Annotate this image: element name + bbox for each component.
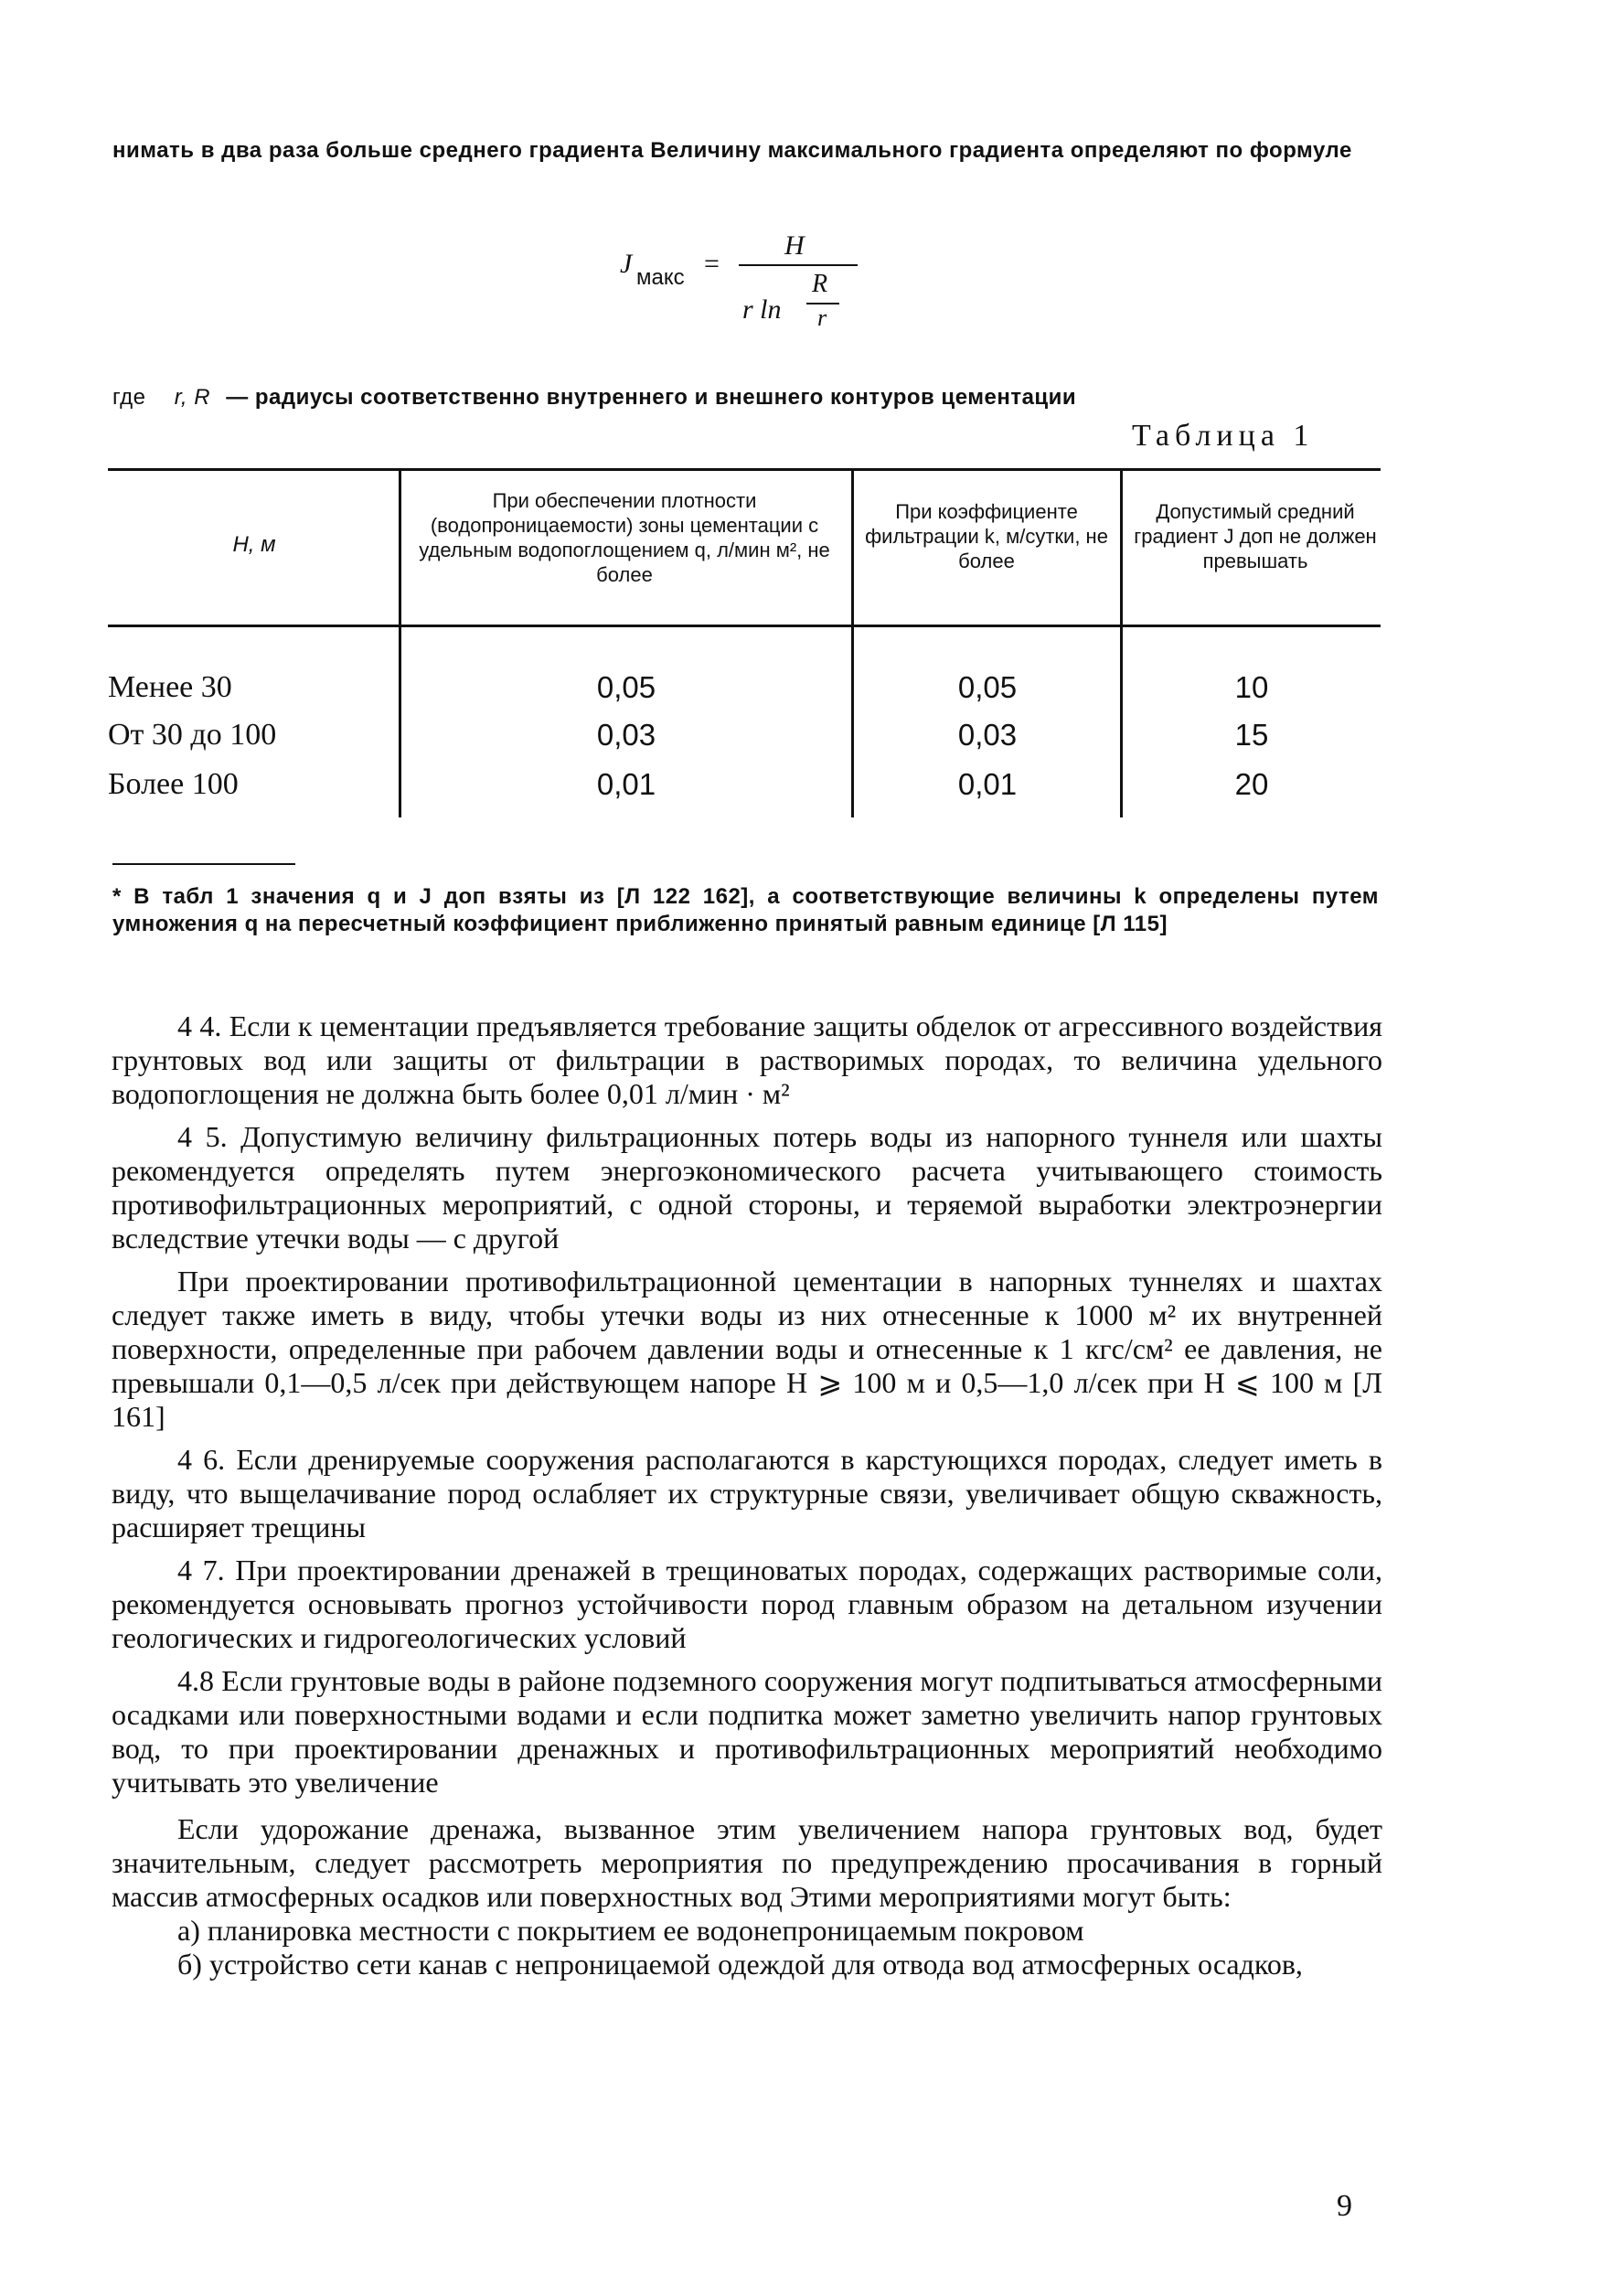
formula-main-bar <box>739 264 858 266</box>
cell-j: 20 <box>1234 767 1269 801</box>
where-label: где <box>112 385 146 410</box>
body-text <box>112 1009 1382 1981</box>
paragraph-4-5: 4 5. Допустимую величину фильтрационных потерь воды из напорного туннеля или шахты рекомендуется определять путем энергоэкономического расчета учитывающего стоимость противофильтрационных мероприятий, с одной стороны, и теряемой выработки электроэнергии вследствие утечки воды — с другой <box>112 1120 1382 1255</box>
intro-text: нимать в два раза больше среднего градиента Величину максимального градиента определяют по формуле <box>112 138 1352 163</box>
cell-k: 0,01 <box>957 767 1018 801</box>
formula-den-frac-num: R <box>812 270 828 298</box>
formula-lhs-sub: макс <box>636 265 685 290</box>
where-vars: r, R <box>174 385 211 410</box>
footnote: * В табл 1 значения q и J доп взяты из [Л 122 162], а соответствующие величины k определены путем умножения q на пересчетный коэффициент приближенно принятый равным единице [Л 115] <box>112 884 1379 936</box>
cell-h: Более 100 <box>108 767 239 801</box>
paragraph-4-8: 4.8 Если грунтовые воды в районе подземного сооружения могут подпитываться атмосферными осадками или поверхностными водами и если подпитка может заметно увеличить напор грунтовых вод, то при проектировании дренажных и противофильтрационных мероприятий необходимо учитывать это увеличение <box>112 1664 1382 1799</box>
cell-q: 0,05 <box>596 670 656 704</box>
page-number: 9 <box>1337 2189 1352 2223</box>
table-header-rule <box>108 625 1381 627</box>
cell-j: 15 <box>1234 718 1269 752</box>
where-text: — радиусы соответственно внутреннего и внешнего контуров цементации <box>226 385 1077 410</box>
formula-lhs: J <box>620 249 633 279</box>
table-header-q: При обеспечении плотности (водопроницаемости) зоны цементации с удельным водопоглощением q, л/мин м², не более <box>419 489 830 586</box>
cell-k: 0,03 <box>957 718 1018 752</box>
table-vline-1 <box>399 470 401 817</box>
table-header-j: Допустимый средний градиент J доп не должен превышать <box>1134 500 1377 572</box>
cell-h: От 30 до 100 <box>108 718 277 752</box>
paragraph-4-4: 4 4. Если к цементации предъявляется требование защиты обделок от агрессивного воздействия грунтовых вод или защиты от фильтрации в растворимых породах, то величина удельного водопоглощения не должна быть более 0,01 л/мин · м² <box>112 1009 1382 1110</box>
table-header-h: H, м <box>232 532 276 557</box>
list-item-a: а) планировка местности с покрытием ее водонепроницаемым покровом <box>177 1914 1084 1947</box>
formula-eq: = <box>704 249 720 279</box>
paragraph-4-5-cont: При проектировании противофильтрационной цементации в напорных туннелях и шахтах следует также иметь в виду, чтобы утечки воды из них отнесенные к 1000 м² их внутренней поверхности, определенные при рабочем давлении воды и отнесенные к 1 кгс/см² ее давления, не превышали 0,1—0,5 л/сек при действующем напоре H ⩾ 100 м и 0,5—1,0 л/сек при H ⩽ 100 м [Л 161] <box>112 1265 1382 1433</box>
table-header-k: При коэффициенте фильтрации k, м/сутки, не более <box>865 500 1108 572</box>
paragraph-4-7: 4 7. При проектировании дренажей в трещиноватых породах, содержащих растворимые соли, рекомендуется основывать прогноз устойчивости пород главным образом на детальном изучении геологических и гидрогеологических условий <box>112 1554 1382 1654</box>
formula-den-prefix: r ln <box>742 294 782 325</box>
cell-q: 0,03 <box>596 718 656 752</box>
footnote-rule <box>112 863 295 865</box>
formula-den-frac-den: r <box>817 304 827 331</box>
paragraph-4-8-cont: Если удорожание дренажа, вызванное этим увеличением напора грунтовых вод, будет значительным, следует рассмотреть мероприятия по предупреждению просачивания в горный массив атмосферных осадков или поверхностных вод Этими мероприятиями могут быть: <box>112 1812 1382 1913</box>
list-item-b: б) устройство сети канав с непроницаемой одеждой для отвода вод атмосферных осадков, <box>177 1948 1303 1981</box>
cell-h: Менее 30 <box>108 670 232 704</box>
cell-k: 0,05 <box>957 670 1018 704</box>
formula-numerator: H <box>784 230 805 261</box>
where-line <box>112 384 1076 411</box>
table-caption: Таблица 1 <box>1132 419 1315 453</box>
cell-q: 0,01 <box>596 767 656 801</box>
cell-j: 10 <box>1234 670 1269 704</box>
table-vline-3 <box>1120 470 1123 817</box>
paragraph-4-6: 4 6. Если дренируемые сооружения располагаются в карстующихся породах, следует иметь в виду, что выщелачивание пород ослабляет их структурные связи, увеличивает общую скважность, расширяет трещины <box>112 1443 1382 1543</box>
table-vline-2 <box>851 470 854 817</box>
table-top-rule <box>108 468 1381 471</box>
